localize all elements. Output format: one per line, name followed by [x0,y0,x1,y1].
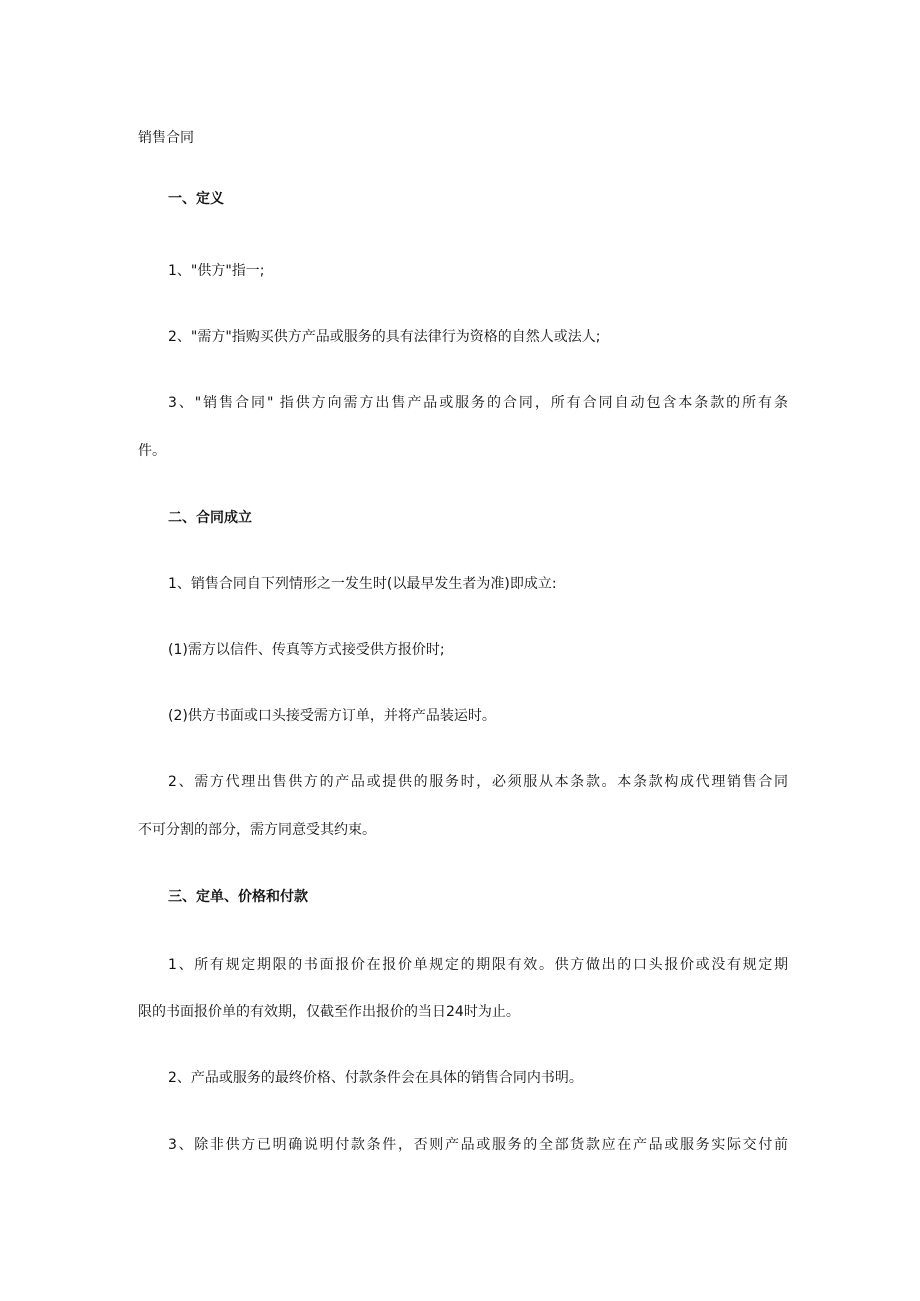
definition-sales-contract-line-2: 件。 [138,443,166,459]
definition-buyer: 2、"需方"指购买供方产品或服务的具有法律行为资格的自然人或法人; [168,329,601,345]
orders-clause-1-line-1: 1、所有规定期限的书面报价在报价单规定的期限有效。供方做出的口头报价或没有规定期 [168,957,788,973]
orders-clause-3-line-1: 3、除非供方已明确说明付款条件，否则产品或服务的全部货款应在产品或服务实际交付前 [168,1137,788,1153]
section-heading-definitions: 一、定义 [168,191,224,207]
definition-sales-contract-line-1: 3、"销售合同" 指供方向需方出售产品或服务的合同，所有合同自动包含本条款的所有条 [168,395,788,411]
formation-subclause-1: (1)需方以信件、传真等方式接受供方报价时; [168,642,445,658]
formation-clause-2-line-1: 2、需方代理出售供方的产品或提供的服务时，必须服从本条款。本条款构成代理销售合同 [168,774,788,790]
document-title: 销售合同 [138,130,194,146]
formation-subclause-2: (2)供方书面或口头接受需方订单，并将产品装运时。 [168,708,496,724]
section-heading-orders-prices-payment: 三、定单、价格和付款 [168,889,308,905]
formation-clause-1: 1、销售合同自下列情形之一发生时(以最早发生者为准)即成立: [168,576,557,592]
orders-clause-2: 2、产品或服务的最终价格、付款条件会在具体的销售合同内书明。 [168,1070,583,1086]
section-heading-contract-formation: 二、合同成立 [168,510,252,526]
definition-supplier: 1、"供方"指一; [168,263,265,279]
orders-clause-1-line-2: 限的书面报价单的有效期，仅截至作出报价的当日24时为止。 [138,1004,520,1020]
formation-clause-2-line-2: 不可分割的部分，需方同意受其约束。 [138,822,376,838]
